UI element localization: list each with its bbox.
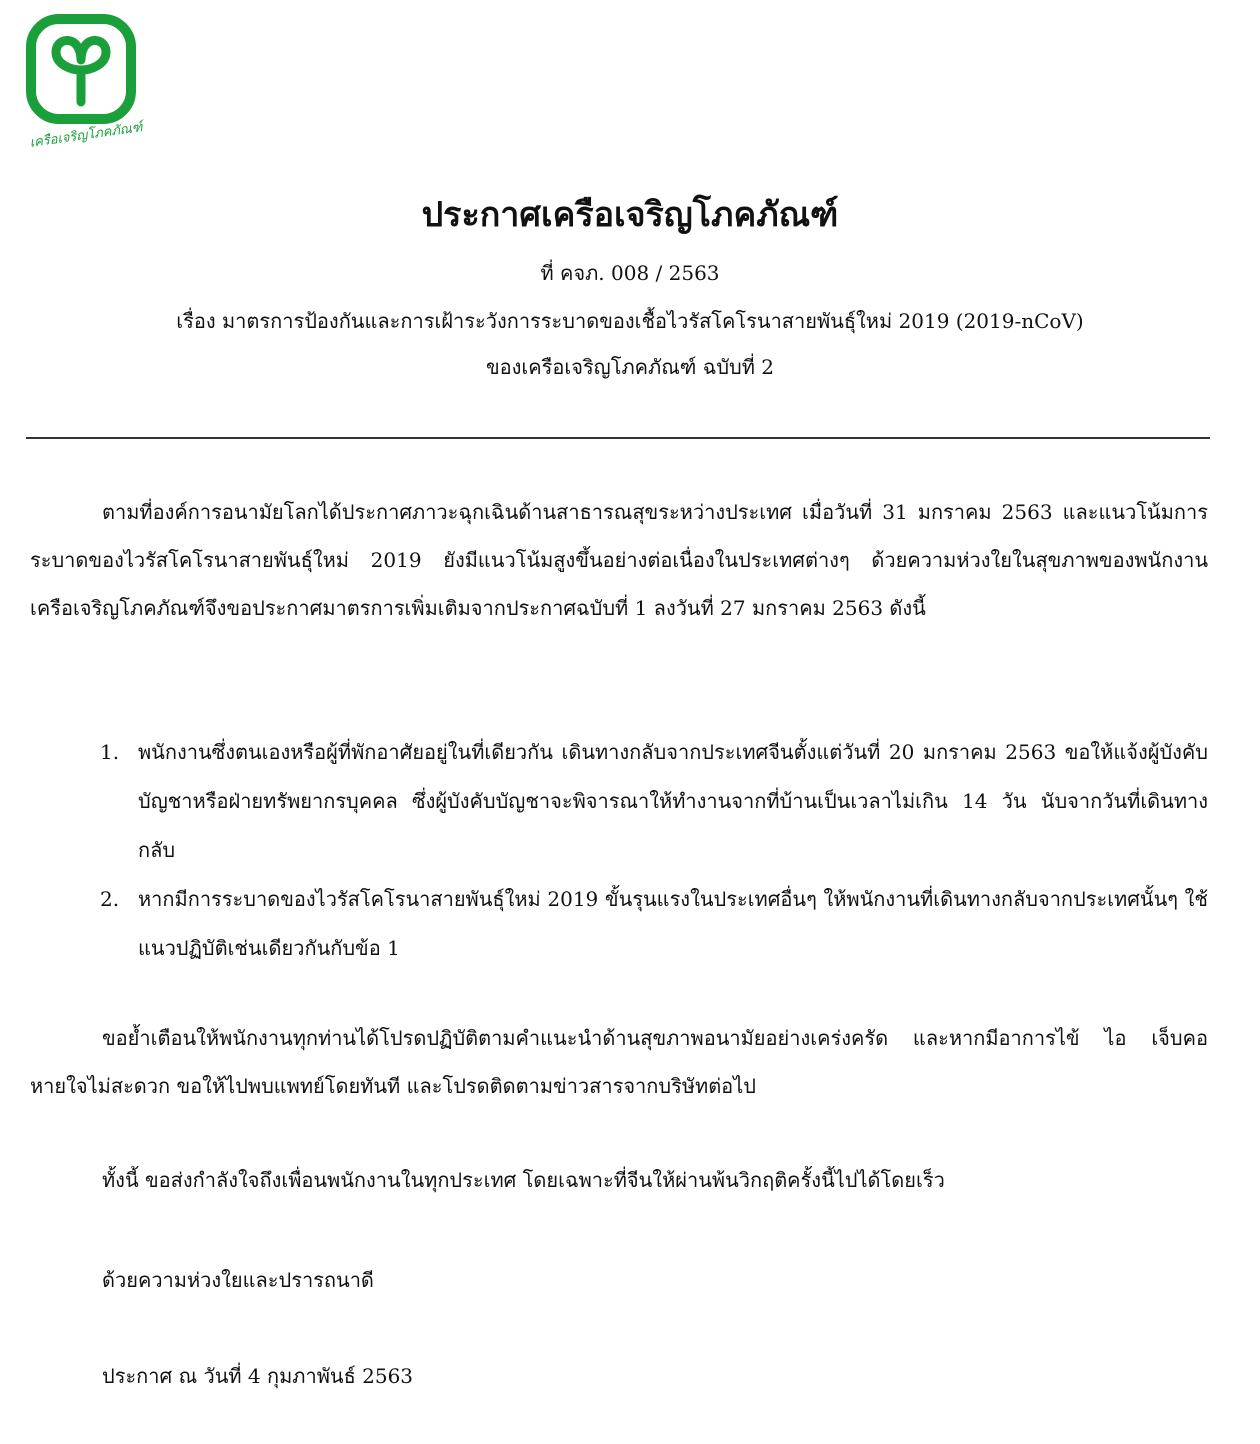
- closing-text: ด้วยความห่วงใยและปรารถนาดี: [102, 1268, 374, 1292]
- list-item: [100, 728, 1208, 875]
- list-item-text: หากมีการระบาดของไวรัสโคโรนาสายพันธุ์ใหม่ 2019 ขั้นรุนแรงในประเทศอื่นๆ ให้พนักงานที่เดินทางกลับจากประเทศนั้นๆ ใช้แนวปฏิบัติเช่นเดียวกันกับข้อ 1: [138, 887, 1208, 960]
- logo-caption: เครือเจริญโภคภัณฑ์: [28, 120, 144, 151]
- list-item-text: พนักงานซึ่งตนเองหรือผู้ที่พักอาศัยอยู่ในที่เดียวกัน เดินทางกลับจากประเทศจีนตั้งแต่วันที่ 20 มกราคม 2563 ขอให้แจ้งผู้บังคับบัญชาหรือฝ่ายทรัพยากรบุคคล ซึ่งผู้บังคับบัญชาจะพิจารณาให้ทำงานจากที่บ้านเป็นเวลาไม่เกิน 14 วัน นับจากวันที่เดินทางกลับ: [138, 740, 1208, 862]
- subject-line-2: ของเครือเจริญโภคภัณฑ์ ฉบับที่ 2: [485, 355, 775, 379]
- encouragement-text: ทั้งนี้ ขอส่งกำลังใจถึงเพื่อนพนักงานในทุกประเทศ โดยเฉพาะที่จีนให้ผ่านพ้นวิกฤติครั้งนี้ไปได้โดยเร็ว: [102, 1168, 945, 1192]
- announcement-title: ประกาศเครือเจริญโภคภัณฑ์: [421, 195, 839, 235]
- intro-paragraph: ตามที่องค์การอนามัยโลกได้ประกาศภาวะฉุกเฉินด้านสาธารณสุขระหว่างประเทศ เมื่อวันที่ 31 มกราคม 2563 และแนวโน้มการระบาดของไวรัสโคโรนาสายพันธุ์ใหม่ 2019 ยังมีแนวโน้มสูงขึ้นอย่างต่อเนื่องในประเทศต่างๆ ด้วยความห่วงใยในสุขภาพของพนักงาน เครือเจริญโภคภัณฑ์จึงขอประกาศมาตรการเพิ่มเติมจากประกาศฉบับที่ 1 ลงวันที่ 27 มกราคม 2563 ดังนี้: [30, 500, 1208, 620]
- company-logo: [26, 14, 146, 151]
- subject-line-1: เรื่อง มาตรการป้องกันและการเฝ้าระวังการระบาดของเชื้อไวรัสโคโรนาสายพันธุ์ใหม่ 2019 (2019-nCoV): [176, 309, 1084, 333]
- list-item-number: 2.: [100, 887, 120, 911]
- announcement-number: ที่ คจภ. 008 / 2563: [540, 261, 720, 285]
- list-item: [100, 875, 1208, 973]
- announcement-date: ประกาศ ณ วันที่ 4 กุมภาพันธ์ 2563: [102, 1364, 414, 1388]
- reminder-paragraph: ขอย้ำเตือนให้พนักงานทุกท่านได้โปรดปฏิบัติตามคำแนะนำด้านสุขภาพอนามัยอย่างเคร่งครัด และหากมีอาการไข้ ไอ เจ็บคอ หายใจไม่สะดวก ขอให้ไปพบแพทย์โดยทันที และโปรดติดตามข่าวสารจากบริษัทต่อไป: [30, 1026, 1208, 1098]
- measures-list: [100, 728, 1208, 973]
- cp-logo-icon: [26, 14, 136, 124]
- header-divider: [26, 437, 1210, 439]
- list-item-number: 1.: [100, 740, 120, 764]
